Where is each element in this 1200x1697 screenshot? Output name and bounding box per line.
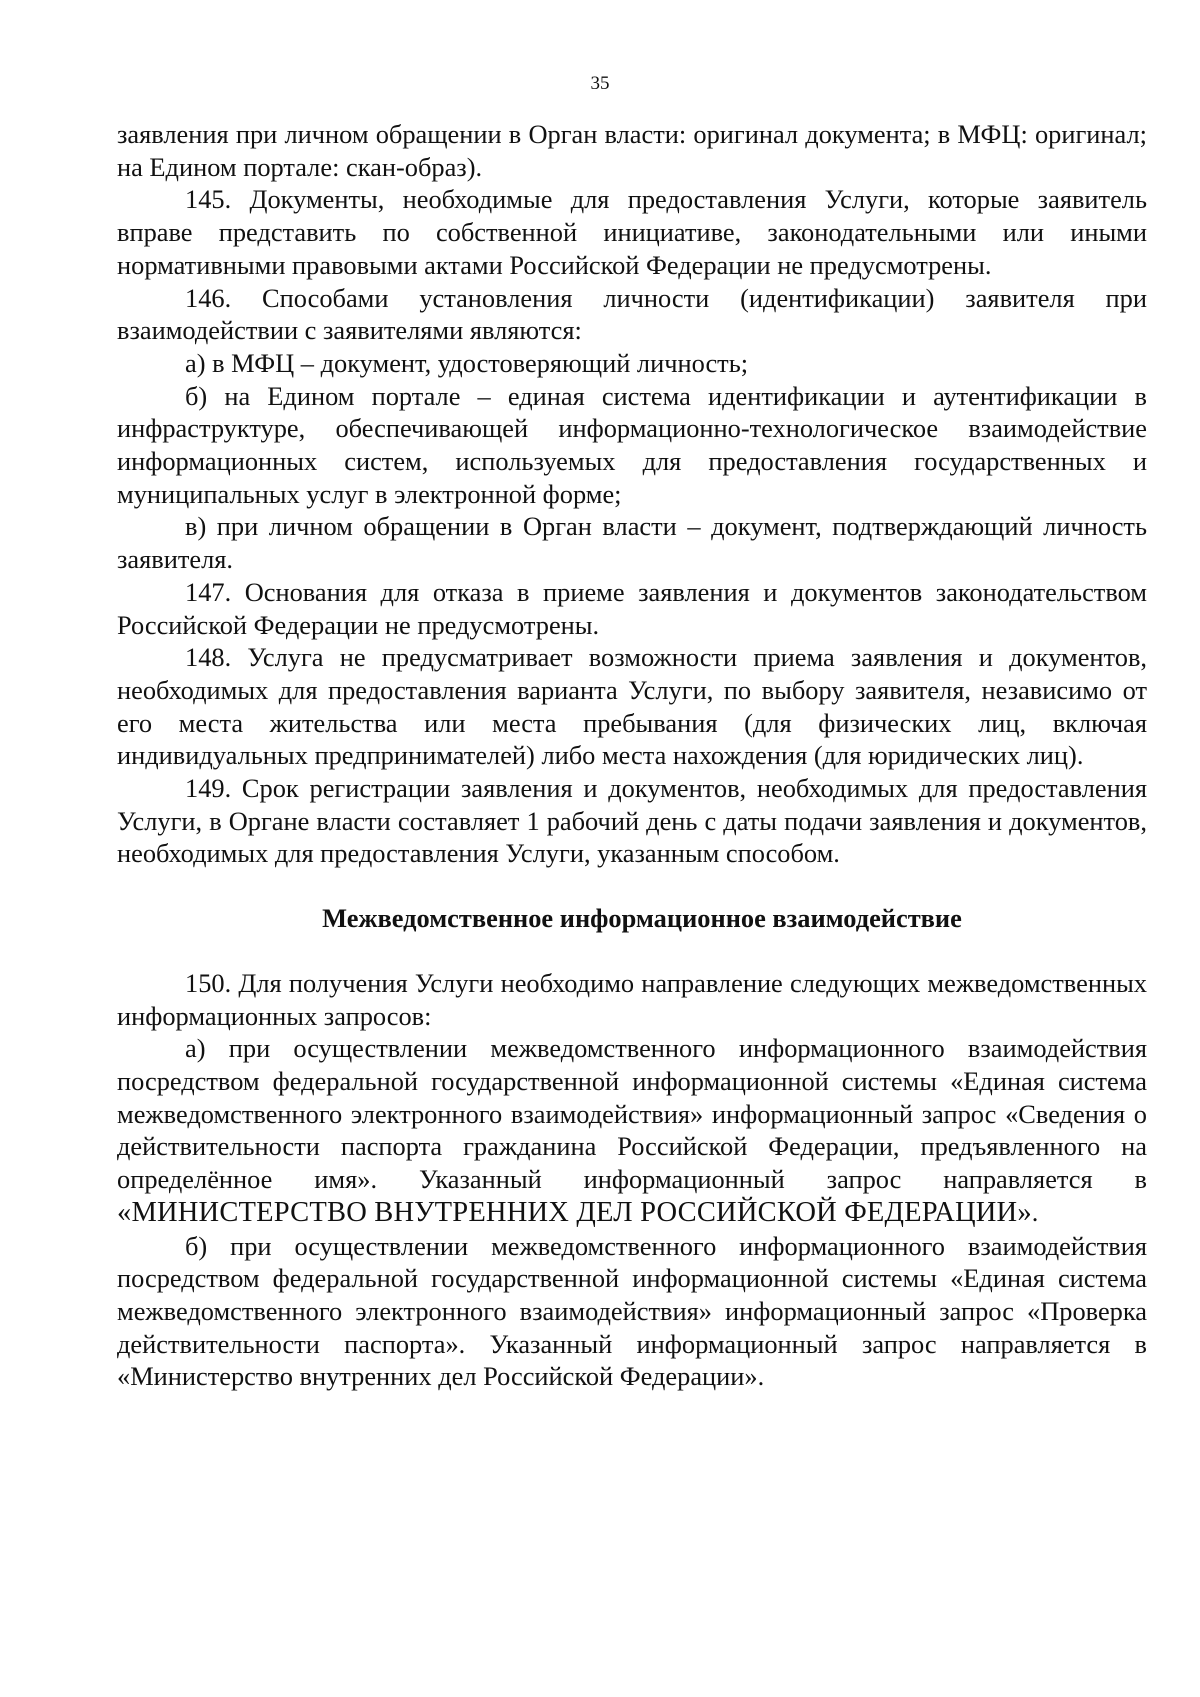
page-number: 35 <box>590 73 610 94</box>
paragraph-148: 148. Услуга не предусматривает возможности приема заявления и документов, необходимых для предоставления варианта Услуги, по выбору заявителя, независимо от его места жительства или места пребывания (для физических лиц, включая индивидуальных предпринимателей) либо места нахождения (для юридических лиц). <box>117 642 1147 771</box>
document-body <box>117 118 1147 1393</box>
paragraph-150: 150. Для получения Услуги необходимо направление следующих межведомственных информационных запросов: <box>117 967 1147 1031</box>
paragraph-150-b: б) при осуществлении межведомственного информационного взаимодействия посредством федеральной государственной информационной системы «Единая система межведомственного электронного взаимодействия» информационный запрос «Проверка действительности паспорта». Указанный информационный запрос направляется в «Министерство внутренних дел Российской Федерации». <box>117 1230 1147 1392</box>
paragraph-150-a-text: а) при осуществлении межведомственного информационного взаимодействия посредством федеральной государственной информационной системы «Единая система межведомственного электронного взаимодействия» информационный запрос «Сведения о действительности паспорта гражданина Российской Федерации, предъявленного на определённое имя». Указанный информационный запрос направляется в <box>117 1033 1147 1195</box>
paragraph-146-b: б) на Едином портале – единая система идентификации и аутентификации в инфраструктуре, обеспечивающей информационно-технологическое взаимодействие информационных систем, используемых для предоставления государственных и муниципальных услуг в электронной форме; <box>117 380 1147 509</box>
paragraph-149: 149. Срок регистрации заявления и документов, необходимых для предоставления Услуги, в Органе власти составляет 1 рабочий день с даты подачи заявления и документов, необходимых для предоставления Услуги, указанным способом. <box>117 773 1147 869</box>
paragraph-145: 145. Документы, необходимые для предоставления Услуги, которые заявитель вправе представить по собственной инициативе, законодательными или иными нормативными правовыми актами Российской Федерации не предусмотрены. <box>117 184 1147 280</box>
section-heading: Межведомственное информационное взаимодействие <box>322 903 962 934</box>
paragraph-150-a-end: . <box>1031 1196 1039 1227</box>
paragraph-146-c: в) при личном обращении в Орган власти – документ, подтверждающий личность заявителя. <box>117 511 1147 575</box>
organization-name-caps: «МИНИСТЕРСТВО ВНУТРЕННИХ ДЕЛ РОССИЙСКОЙ ФЕДЕРАЦИИ» <box>117 1196 1032 1228</box>
paragraph-146: 146. Способами установления личности (идентификации) заявителя при взаимодействии с заявителями являются: <box>117 282 1147 346</box>
paragraph-147: 147. Основания для отказа в приеме заявления и документов законодательством Российской Федерации не предусмотрены. <box>117 576 1147 640</box>
paragraph-146-a: а) в МФЦ – документ, удостоверяющий личность; <box>185 347 749 378</box>
paragraph-continuation: заявления при личном обращении в Орган власти: оригинал документа; в МФЦ: оригинал; на Едином портале: скан-образ). <box>117 119 1147 182</box>
paragraph-150-a <box>117 1032 1147 1229</box>
